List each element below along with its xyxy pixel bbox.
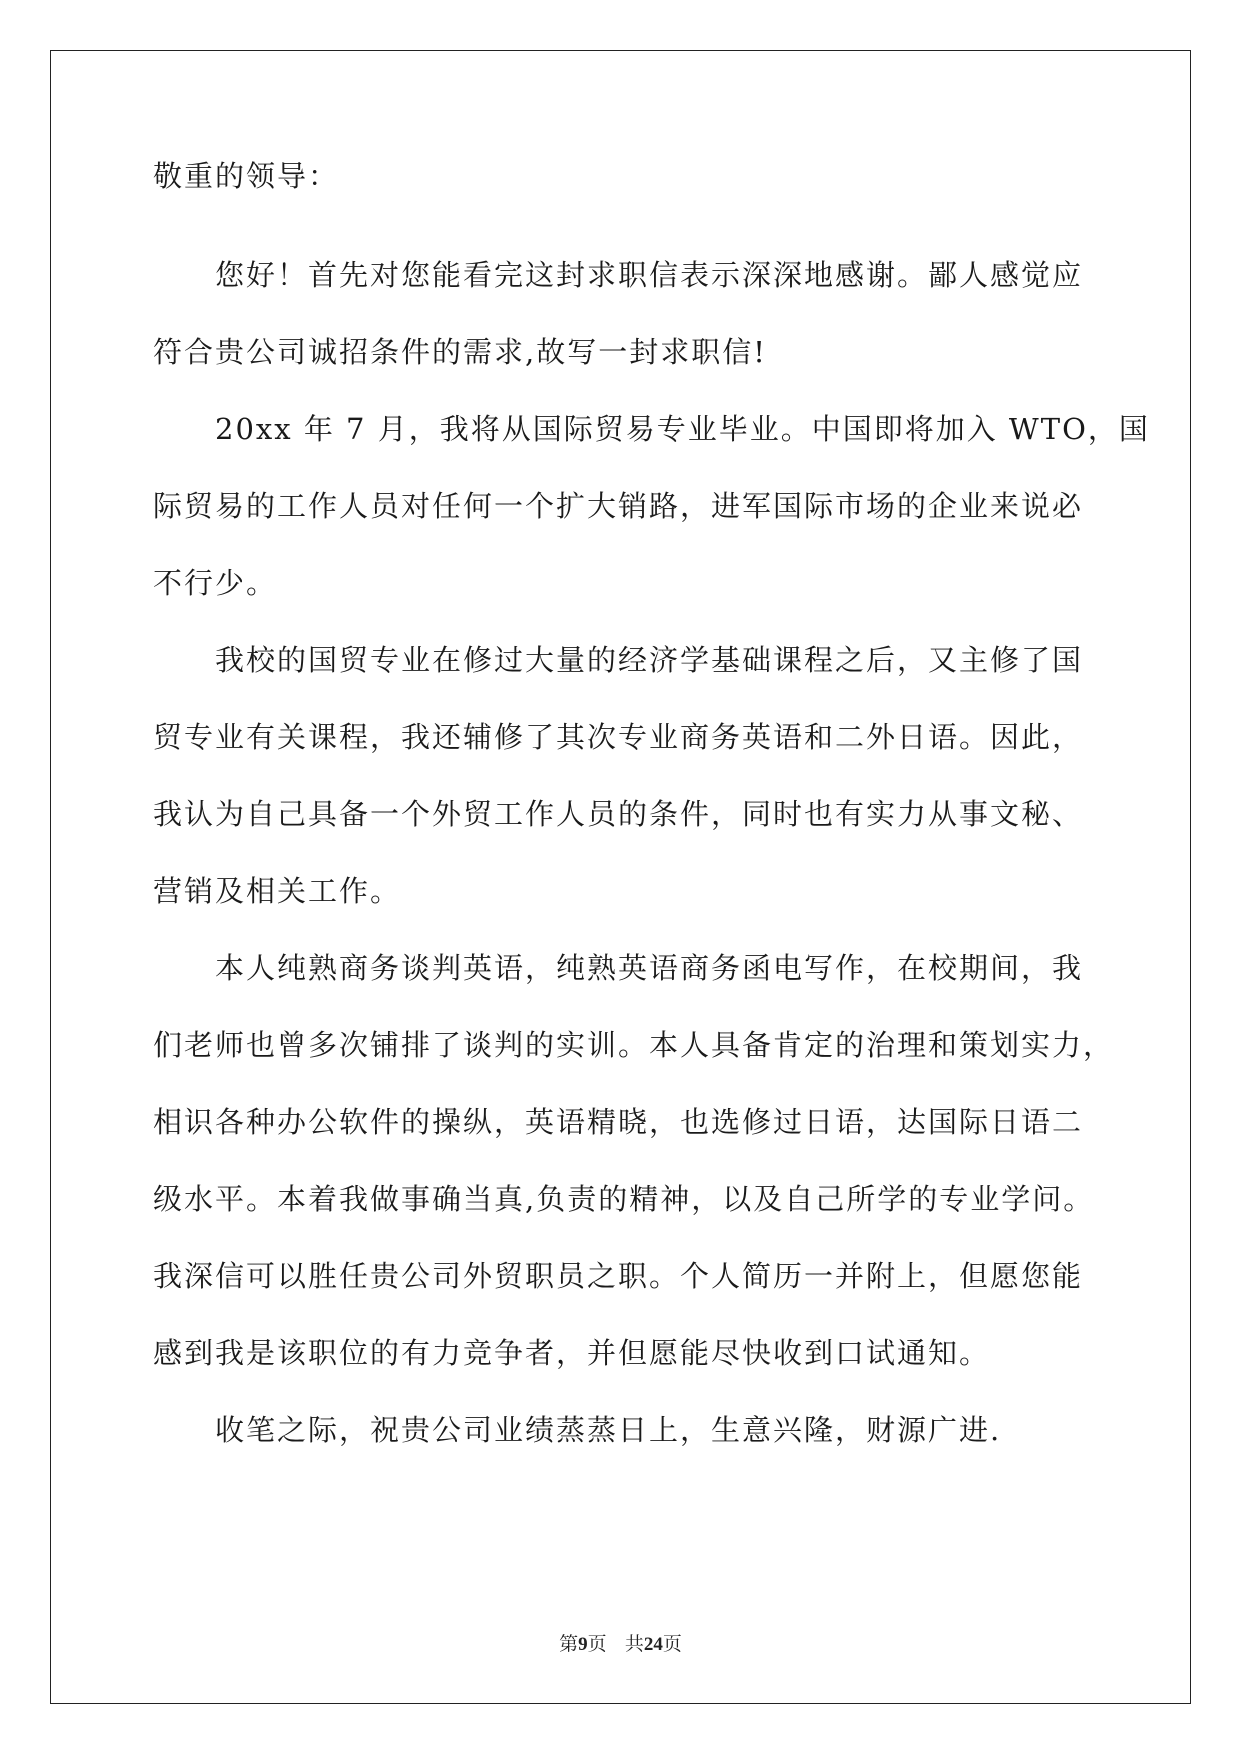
text-line: 们老师也曾多次铺排了谈判的实训。本人具备肯定的治理和策划实力， <box>153 1028 1115 1062</box>
text-line: 我认为自己具备一个外贸工作人员的条件，同时也有实力从事文秘、 <box>153 797 1084 831</box>
footer-prefix: 第 <box>559 1633 579 1655</box>
text-line: 20xx 年 7 月，我将从国际贸易专业毕业。中国即将加入 WTO，国 <box>153 412 1150 446</box>
letter-body <box>153 159 1150 1469</box>
page-footer <box>0 1629 1241 1656</box>
text-line: 际贸易的工作人员对任何一个扩大销路，进军国际市场的企业来说必 <box>153 489 1084 523</box>
text-line: 感到我是该职位的有力竞争者，并但愿能尽快收到口试通知。 <box>153 1336 991 1370</box>
text-line: 营销及相关工作。 <box>153 874 402 908</box>
paragraph <box>153 1392 1093 1469</box>
text-line: 我校的国贸专业在修过大量的经济学基础课程之后，又主修了国 <box>153 643 1084 677</box>
text-line: 符合贵公司诚招条件的需求,故写一封求职信! <box>153 335 767 369</box>
page-number: 9 <box>578 1634 588 1655</box>
salutation: 敬重的领导： <box>153 159 340 193</box>
paragraph <box>153 391 1150 622</box>
total-pages: 24 <box>643 1634 663 1655</box>
text-line: 收笔之际，祝贵公司业绩蒸蒸日上，生意兴隆，财源广进. <box>153 1413 1002 1447</box>
text-line: 不行少。 <box>153 566 278 600</box>
text-line: 级水平。本着我做事确当真,负责的精神，以及自己所学的专业学问。 <box>153 1182 1095 1216</box>
paragraph <box>153 237 1093 391</box>
footer-total-suffix: 页 <box>662 1633 682 1655</box>
footer-total-prefix: 共 <box>624 1633 644 1655</box>
text-line: 我深信可以胜任贵公司外贸职员之职。个人简历一并附上，但愿您能 <box>153 1259 1084 1293</box>
text-line: 本人纯熟商务谈判英语，纯熟英语商务函电写作，在校期间，我 <box>153 951 1084 985</box>
text-line: 您好！首先对您能看完这封求职信表示深深地感谢。鄙人感觉应 <box>153 258 1084 292</box>
footer-page-suffix: 页 <box>587 1633 607 1655</box>
paragraph <box>153 930 1115 1392</box>
text-line: 贸专业有关课程，我还辅修了其次专业商务英语和二外日语。因此， <box>153 720 1084 754</box>
paragraph <box>153 622 1093 930</box>
text-line: 相识各种办公软件的操纵，英语精晓，也选修过日语，达国际日语二 <box>153 1105 1084 1139</box>
